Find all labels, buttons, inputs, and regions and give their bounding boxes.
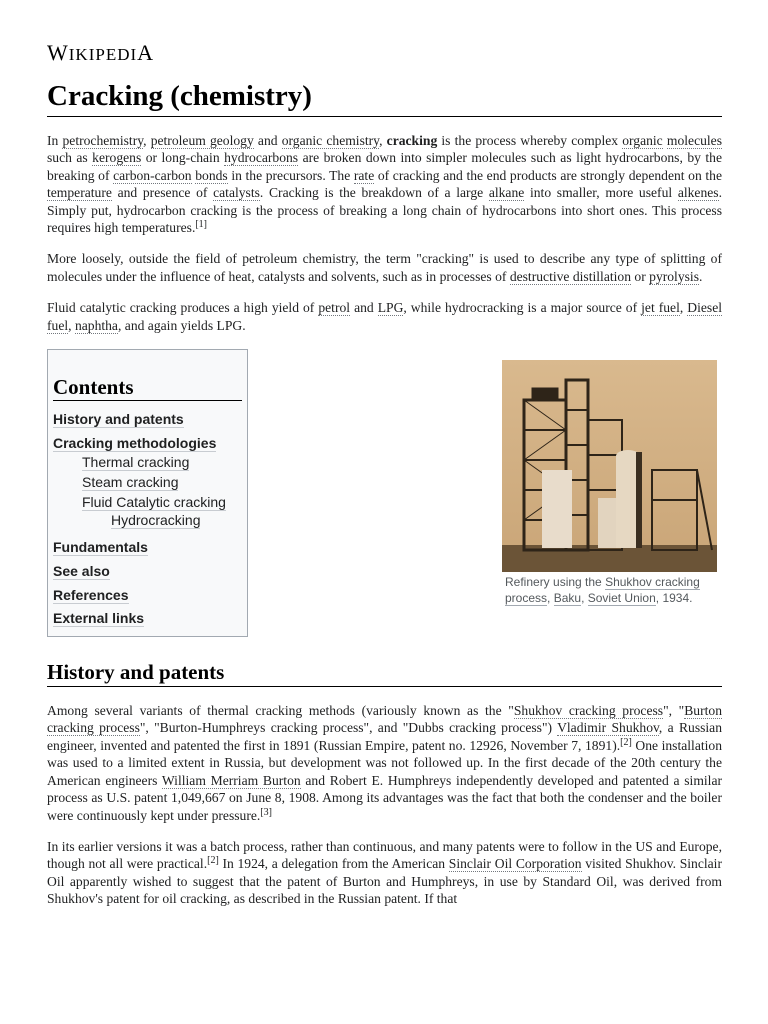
reference-3[interactable]: [3] (260, 806, 272, 818)
wikipedia-logo[interactable] (47, 40, 722, 66)
logo-letter: W (47, 40, 69, 65)
reference-2[interactable]: [2] (620, 736, 632, 748)
toc-item-see-also[interactable]: See also (53, 563, 110, 580)
toc-item-history-and-patents[interactable]: History and patents (53, 411, 184, 428)
link-jet-fuel[interactable]: jet fuel (641, 300, 680, 316)
toc-title: Contents (53, 374, 242, 401)
link-rate[interactable]: rate (353, 167, 375, 183)
link-temperature[interactable]: temperature (47, 185, 112, 201)
toc-item-cracking-methodologies[interactable]: Cracking methodologies (53, 435, 217, 452)
toc-item-external-links[interactable]: External links (53, 610, 145, 627)
link-kerogens[interactable]: kerogens (92, 150, 142, 166)
refinery-figure (502, 360, 717, 606)
history-paragraph-2: In its earlier versions it was a batch process, rather than continuous, and many patents were to follow in the US and Europe, though not all were practical.[2] In 1924, a delegation from the American Sinclair Oil Corporation visited Shukhov. Sinclair Oil apparently wished to suggest that the patent of Burton and Humphreys, in use by Standard Oil, was derived from Shukhov's patent for oil cracking, as described in the Russian patent. If that (47, 838, 722, 907)
reference-2[interactable]: [2] (207, 855, 219, 867)
link-organic-chemistry[interactable]: organic chemistry (281, 133, 380, 148)
toc-item-hydrocracking[interactable]: Hydrocracking (111, 512, 201, 529)
history-paragraph-1: Among several variants of thermal cracking methods (variously known as the "Shukhov cracking process", "Burton cracking process", "Burton-Humphreys cracking process", and "Dubbs cracking process") Vladimir Shukhov, a Russian engineer, invented and patented the first in 1891 (Russian Empire, patent no. 12926, November 7, 1891).[2] One installation was used to a limited extent in Russia, but development was not followed up. In the first decade of the 20th century the American engineers William Merriam Burton and Robert E. Humphreys independently developed and patented a similar process as U.S. patent 1,049,667 on June 8, 1908. Among its advantages was the fact that both the condenser and the boiler were continuously kept under pressure.[3] (47, 703, 723, 823)
link-lpg[interactable]: LPG (377, 300, 404, 316)
link-petrol[interactable]: petrol (318, 300, 351, 316)
link-hydrocarbons[interactable]: hydrocarbons (224, 150, 299, 166)
link-baku[interactable]: Baku (553, 591, 582, 606)
table-of-contents (47, 349, 248, 637)
toc-item-steam-cracking[interactable]: Steam cracking (82, 474, 179, 491)
link-alkenes[interactable]: alkenes (677, 185, 719, 201)
intro-paragraph-2: More loosely, outside the field of petroleum chemistry, the term "cracking" is used to describe any type of splitting of molecules under the influence of heat, catalysts and solvents, such as in processes of destructive distillation or pyrolysis. (47, 251, 722, 284)
link-shukhov-cracking-process[interactable]: Shukhov cracking process (513, 703, 664, 719)
link-william-merriam-burton[interactable]: William Merriam Burton (161, 772, 301, 788)
toc-item-thermal-cracking[interactable]: Thermal cracking (82, 454, 190, 471)
toc-item-references[interactable]: References (53, 587, 129, 604)
link-burton-cracking-process[interactable]: Burton cracking process (47, 703, 722, 736)
article (47, 40, 722, 908)
link-organic[interactable]: organic (622, 133, 663, 148)
toc-item-fluid-catalytic-cracking[interactable]: Fluid Catalytic cracking (82, 494, 226, 511)
link-vladimir-shukhov[interactable]: Vladimir Shukhov (557, 720, 659, 736)
page-title: Cracking (chemistry) (47, 78, 722, 117)
link-catalysts[interactable]: catalysts (213, 185, 260, 201)
link-naphtha[interactable]: naphtha (74, 317, 118, 333)
link-molecules[interactable]: molecules (666, 133, 723, 148)
link-pyrolysis[interactable]: pyrolysis (649, 268, 699, 284)
link-shukhov-cracking-process-caption[interactable]: Shukhov cracking process (505, 575, 700, 606)
refinery-photo[interactable] (502, 360, 717, 572)
toc-and-figure-row (47, 349, 722, 649)
section-heading-history: History and patents (47, 659, 722, 687)
logo-letter: A (137, 40, 155, 65)
intro-paragraph-1: In petrochemistry, petroleum geology and organic chemistry, cracking is the process whereby complex organic molecules such as kerogens or long-chain hydrocarbons are broken down into simpler molecules such as light hydrocarbons, by the breaking of carbon-carbon bonds in the precursors. The rate of cracking and the end products are strongly dependent on the temperature and presence of catalysts. Cracking is the breakdown of a large alkane into smaller, more useful alkenes. Simply put, hydrocarbon cracking is the process of breaking a long chain of hydrocarbons into short ones. This process requires high temperatures.[1] (47, 133, 723, 236)
link-soviet-union[interactable]: Soviet Union (587, 591, 656, 606)
link-bonds[interactable]: bonds (195, 167, 228, 183)
reference-1[interactable]: [1] (195, 219, 208, 231)
logo-letters: IKIPEDI (68, 45, 138, 64)
link-destructive-distillation[interactable]: destructive distillation (509, 268, 632, 284)
link-petroleum-geology[interactable]: petroleum geology (150, 133, 254, 148)
link-diesel-fuel[interactable]: Diesel fuel (47, 300, 723, 333)
intro-paragraph-3: Fluid catalytic cracking produces a high yield of petrol and LPG, while hydrocracking is a major source of jet fuel, Diesel fuel, naphtha, and again yields LPG. (47, 300, 723, 333)
bold-term: cracking (386, 133, 438, 148)
link-sinclair-oil-corporation[interactable]: Sinclair Oil Corporation (448, 856, 582, 872)
link-carbon-carbon[interactable]: carbon-carbon (113, 167, 192, 183)
link-petrochemistry[interactable]: petrochemistry (62, 133, 144, 148)
figure-caption: Refinery using the Shukhov cracking process, Baku, Soviet Union, 1934. (505, 575, 700, 606)
toc-item-fundamentals[interactable]: Fundamentals (53, 539, 148, 556)
link-alkane[interactable]: alkane (488, 185, 525, 201)
